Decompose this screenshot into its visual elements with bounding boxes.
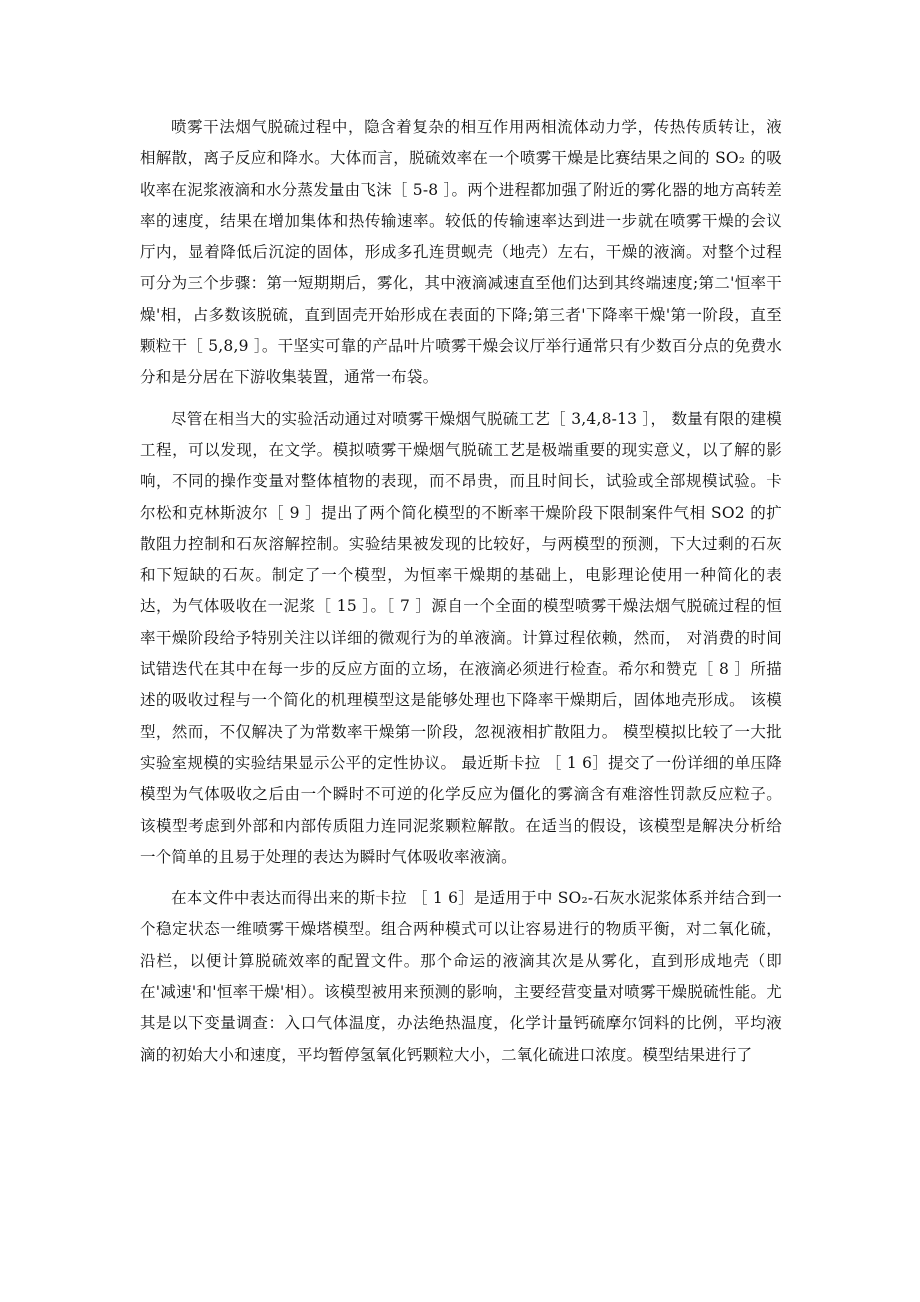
paragraph-3: 在本文件中表达而得出来的斯卡拉 ［ 1 6］是适用于中 SO₂-石灰水泥浆体系并结合到一个稳定状态一维喷雾干燥塔模型。组合两种模式可以让容易进行的物质平衡，对二氧化硫，沿栏，以便计算脱硫效率的配置文件。那个命运的液滴其次是从雾化，直到形成地壳（即在'减速'和'恒率干燥'相）。该模型被用来预测的影响，主要经营变量对喷雾干燥脱硫性能。尤其是以下变量调查：入口气体温度，办法绝热温度，化学计量钙硫摩尔饲料的比例，平均液滴的初始大小和速度，平均暂停氢氧化钙颗粒大小，二氧化硫进口浓度。模型结果进行了 bbox=[140, 889, 782, 1064]
document-body bbox=[140, 112, 782, 1071]
paragraph-1: 喷雾干法烟气脱硫过程中，隐含着复杂的相互作用两相流体动力学，传热传质转让，液相解散，离子反应和降水。大体而言，脱硫效率在一个喷雾干燥是比赛结果之间的 SO₂ 的吸收率在泥浆液滴和水分蒸发量由飞沫［ 5-8 ］。两个进程都加强了附近的雾化器的地方高转差率的速度，结果在增加集体和热传输速率。较低的传输速率达到进一步就在喷雾干燥的会议厅内，显着降低后沉淀的固体，形成多孔连贯蚬壳（地壳）左右，干燥的液滴。对整个过程可分为三个步骤：第一短期期后，雾化，其中液滴减速直至他们达到其终端速度;第二'恒率干燥'相，占多数该脱硫，直到固壳开始形成在表面的下降;第三者'下降率干燥'第一阶段，直至颗粒干［ 5,8,9 ］。干坚实可靠的产品叶片喷雾干燥会议厅举行通常只有少数百分点的免费水分和是分居在下游收集装置，通常一布袋。 bbox=[140, 118, 782, 387]
paragraph-2: 尽管在相当大的实验活动通过对喷雾干燥烟气脱硫工艺［ 3,4,8-13 ］， 数量有限的建模工程，可以发现，在文学。模拟喷雾干燥烟气脱硫工艺是极端重要的现实意义，以了解的影响，不同的操作变量对整体植物的表现，而不昂贵，而且时间长，试验或全部规模试验。卡尔松和克林斯波尔［ 9 ］提出了两个简化模型的不断率干燥阶段下限制案件气相 SO2 的扩散阻力控制和石灰溶解控制。实验结果被发现的比较好，与两模型的预测，下大过剩的石灰和下短缺的石灰。制定了一个模型，为恒率干燥期的基础上，电影理论使用一种简化的表达，为气体吸收在一泥浆［ 15 ］。［ 7 ］源自一个全面的模型喷雾干燥法烟气脱硫过程的恒率干燥阶段给予特别关注以详细的微观行为的单液滴。计算过程依赖，然而， 对消费的时间试错迭代在其中在每一步的反应方面的立场，在液滴必须进行检查。希尔和赞克［ 8 ］所描述的吸收过程与一个简化的机理模型这是能够处理也下降率干燥期后，固体地壳形成。 该模型，然而，不仅解决了为常数率干燥第一阶段，忽视液相扩散阻力。 模型模拟比较了一大批实验室规模的实验结果显示公平的定性协议。 最近斯卡拉 ［ 1 6］提交了一份详细的单压降模型为气体吸收之后由一个瞬时不可逆的化学反应为僵化的雾滴含有难溶性罚款反应粒子。该模型考虑到外部和内部传质阻力连同泥浆颗粒解散。在适当的假设，该模型是解决分析给一个简单的且易于处理的表达为瞬时气体吸收率液滴。 bbox=[140, 409, 782, 866]
